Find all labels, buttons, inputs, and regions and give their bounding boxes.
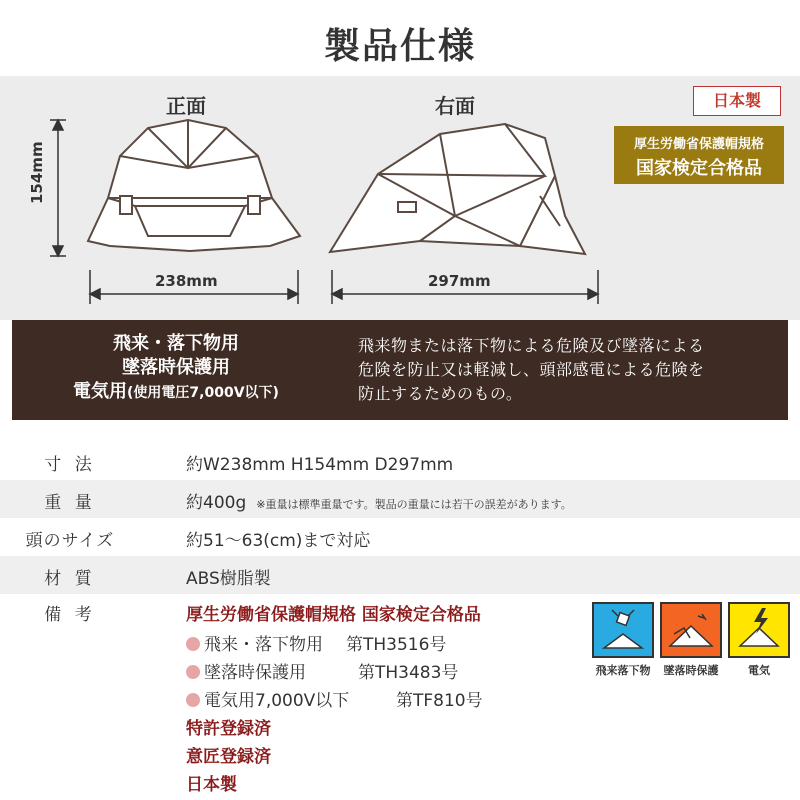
electric-icon-glyph xyxy=(730,604,788,656)
height-dimension-label: 154mm xyxy=(28,141,46,204)
purpose-description-line: 危険を防止又は軽減し、頭部感電による危険を xyxy=(358,360,705,379)
spec-label-remarks: 備 考 xyxy=(44,605,96,625)
helmet-views-svg xyxy=(0,76,800,320)
remark-item-name: 墜落時保護用 xyxy=(204,663,306,683)
remarks-cert-title: 厚生労働省保護帽規格 国家検定合格品 xyxy=(186,605,481,625)
remark-design: 意匠登録済 xyxy=(186,747,271,767)
spec-row-material xyxy=(0,556,800,594)
purpose-electric-main: 電気用 xyxy=(73,381,128,402)
remark-item-number: 第TF810号 xyxy=(396,691,483,711)
spec-value-weight-wrap xyxy=(186,488,572,513)
electric-caption: 電気 xyxy=(748,664,770,677)
purpose-description-line: 飛来物または落下物による危険及び墜落による xyxy=(358,336,705,355)
electric-icon xyxy=(728,602,790,658)
purpose-fall-protection: 墜落時保護用 xyxy=(122,357,230,378)
bullet-dot xyxy=(186,665,200,679)
cert-badge-line2: 国家検定合格品 xyxy=(636,158,762,179)
remark-made-in: 日本製 xyxy=(186,775,237,795)
falling-object-icon xyxy=(592,602,654,658)
spec-row-head-size xyxy=(0,518,800,556)
spec-value-material: ABS樹脂製 xyxy=(186,569,271,589)
spec-label-weight: 重 量 xyxy=(44,493,96,513)
cert-badge-line1: 厚生労働省保護帽規格 xyxy=(633,137,764,152)
spec-row-weight xyxy=(0,480,800,518)
purpose-electric xyxy=(12,380,340,405)
spec-value-head-size: 約51～63(cm)まで対応 xyxy=(186,531,371,551)
spec-value-dimensions: 約W238mm H154mm D297mm xyxy=(186,455,454,475)
spec-value-weight: 約400g xyxy=(186,493,247,513)
purpose-falling-objects: 飛来・落下物用 xyxy=(113,333,239,354)
side-view-label: 右面 xyxy=(435,94,475,118)
spec-label-dimensions: 寸 法 xyxy=(44,455,96,475)
front-helmet-drawing xyxy=(88,120,300,251)
side-helmet-drawing xyxy=(330,124,585,254)
remark-cert-item xyxy=(186,630,447,655)
purpose-description xyxy=(358,334,768,406)
remark-item-name: 飛来・落下物用 xyxy=(204,635,323,655)
page-title: 製品仕様 xyxy=(323,26,476,67)
helmet-diagram xyxy=(0,76,800,320)
front-view-label: 正面 xyxy=(166,94,206,118)
fall-protection-icon xyxy=(660,602,722,658)
remark-patent: 特許登録済 xyxy=(186,719,271,739)
remark-cert-item xyxy=(186,658,459,683)
remark-cert-item xyxy=(186,686,483,711)
purpose-categories xyxy=(12,332,340,405)
fall-protection-icon-glyph xyxy=(662,604,720,656)
remark-item-name: 電気用7,000V以下 xyxy=(204,691,350,711)
made-in-japan-badge: 日本製 xyxy=(693,86,781,116)
remark-item-number: 第TH3516号 xyxy=(346,635,447,655)
width-dimension-label: 238mm xyxy=(155,272,218,290)
spec-label-material: 材 質 xyxy=(44,569,96,589)
spec-label-head-size: 頭のサイズ xyxy=(25,531,115,551)
purpose-description-line: 防止するためのもの。 xyxy=(358,384,523,403)
bullet-dot xyxy=(186,693,200,707)
weight-note: ※重量は標準重量です。製品の重量には若干の誤差があります。 xyxy=(256,498,572,511)
fall-protection-caption: 墜落時保護 xyxy=(663,664,719,677)
national-certification-badge xyxy=(614,126,784,184)
bullet-dot xyxy=(186,637,200,651)
falling-object-icon-glyph xyxy=(594,604,652,656)
spec-row-dimensions xyxy=(0,442,800,480)
purpose-banner xyxy=(12,320,788,420)
falling-object-caption: 飛来落下物 xyxy=(595,664,651,677)
depth-dimension-label: 297mm xyxy=(428,272,491,290)
remark-item-number: 第TH3483号 xyxy=(358,663,459,683)
purpose-electric-voltage: (使用電圧7,000V以下) xyxy=(127,385,279,401)
